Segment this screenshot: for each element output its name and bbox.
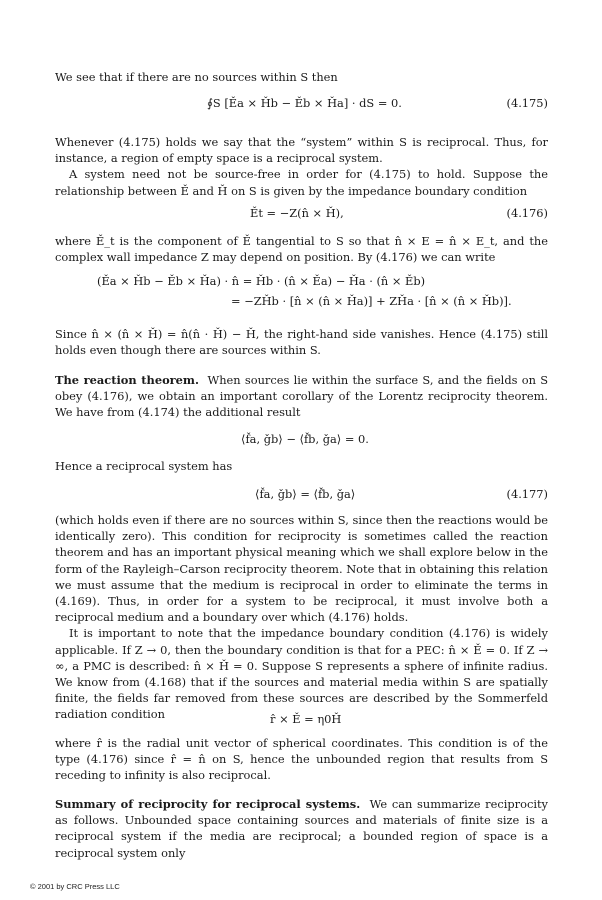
paragraph-reaction-theorem: The reaction theorem. When sources lie within the surface S, and the fields on S obey (4.176), we obtain an important corollary of the Lorentz reciprocity theorem. We have from (4.174) the additional result — [55, 373, 549, 420]
paragraph-intro: We see that if there are no sources within S then — [55, 70, 338, 84]
equation-sommerfeld-expression: r̂ × Ě = η0Ȟ — [270, 712, 342, 726]
equation-4-175-number: (4.175) — [506, 96, 548, 110]
equation-expansion — [55, 274, 548, 314]
equation-4-177 — [55, 487, 548, 509]
equation-reaction-difference-expression: ⟨f̌a, ǧb⟩ − ⟨f̌b, ǧa⟩ = 0. — [241, 432, 369, 446]
equation-4-175-expression: ∮S [Ěa × Ȟb − Ěb × Ȟa] · dS = 0. — [207, 96, 402, 110]
equation-4-176-expression: Ět = −Z(n̂ × Ȟ), — [250, 206, 344, 220]
equation-4-177-number: (4.177) — [506, 487, 548, 501]
paragraph-wall-impedance: where Ě_t is the component of Ě tangential to S so that n̂ × E = n̂ × E_t, and the complex wall impedance Z may depend on position. By (4.176) we can write — [55, 234, 548, 265]
paragraph-radial-unit-vector: where r̂ is the radial unit vector of spherical coordinates. This condition is of the type (4.176) since r̂ = n̂ on S, hence the unbounded region that results from S receding to infinity is also reciprocal. — [55, 736, 548, 783]
equation-reaction-difference — [55, 432, 548, 454]
equation-sommerfeld — [55, 712, 548, 734]
equation-expansion-line-2: = −ZȞb · [n̂ × (n̂ × Ȟa)] + ZȞa · [n̂ × (n̂ × Ȟb)]. — [231, 294, 512, 308]
copyright-footer: © 2001 by CRC Press LLC — [30, 882, 120, 891]
paragraph-hence: Hence a reciprocal system has — [55, 459, 233, 473]
section-heading-summary: Summary of reciprocity for reciprocal systems. — [55, 797, 361, 811]
paragraph-reaction-explanation: (which holds even if there are no sources within S, since then the reactions would be identically zero). This condition for reciprocity is sometimes called the reaction theorem and has an important physical meaning which we shall explore below in the form of the Rayleigh–Carson reciprocity theorem. Note that in obtaining this relation we must assume that the medium is reciprocal in order to eliminate the terms in (4.169). Thus, in order for a system to be reciprocal, it must involve both a reciprocal medium and a boundary over which (4.176) holds. It is important to note that the impedance boundary condition (4.176) is widely applicable. If Z → 0, then the boundary condition is that for a PEC: n̂ × Ě = 0. If Z → ∞, a PMC is described: n̂ × Ȟ = 0. Suppose S represents a sphere of infinite radius. We know from (4.168) that if the sources and material media within S are spatially finite, the fields far removed from these sources are described by the Sommerfeld radiation condition — [55, 513, 548, 722]
equation-expansion-line-1: (Ěa × Ȟb − Ěb × Ȟa) · n̂ = Ȟb · (n̂ × Ěa) − Ȟa · (n̂ × Ěb) — [97, 274, 426, 288]
equation-4-176 — [55, 206, 548, 228]
paragraph-reciprocal-definition: Whenever (4.175) holds we say that the “system” within S is reciprocal. Thus, for instance, a region of empty space is a reciprocal system. A system need not be source-free in order for (4.175) to hold. Suppose the relationship between Ě and Ȟ on S is given by the impedance boundary condition — [55, 135, 548, 198]
paragraph-rhs-vanishes: Since n̂ × (n̂ × Ȟ) = n̂(n̂ · Ȟ) − Ȟ, the right-hand side vanishes. Hence (4.175) still holds even though there are sources within S. — [55, 327, 548, 358]
section-heading-reaction-theorem: The reaction theorem. — [55, 373, 199, 387]
equation-4-176-number: (4.176) — [506, 206, 548, 220]
equation-4-177-expression: ⟨f̌a, ǧb⟩ = ⟨f̌b, ǧa⟩ — [255, 487, 356, 501]
equation-4-175 — [55, 96, 548, 118]
paragraph-summary: Summary of reciprocity for reciprocal systems. We can summarize reciprocity as follows. Unbounded space containing sources and materials of finite size is a reciprocal system if the media are reciprocal; a bounded region of space is a reciprocal system only — [55, 797, 548, 860]
